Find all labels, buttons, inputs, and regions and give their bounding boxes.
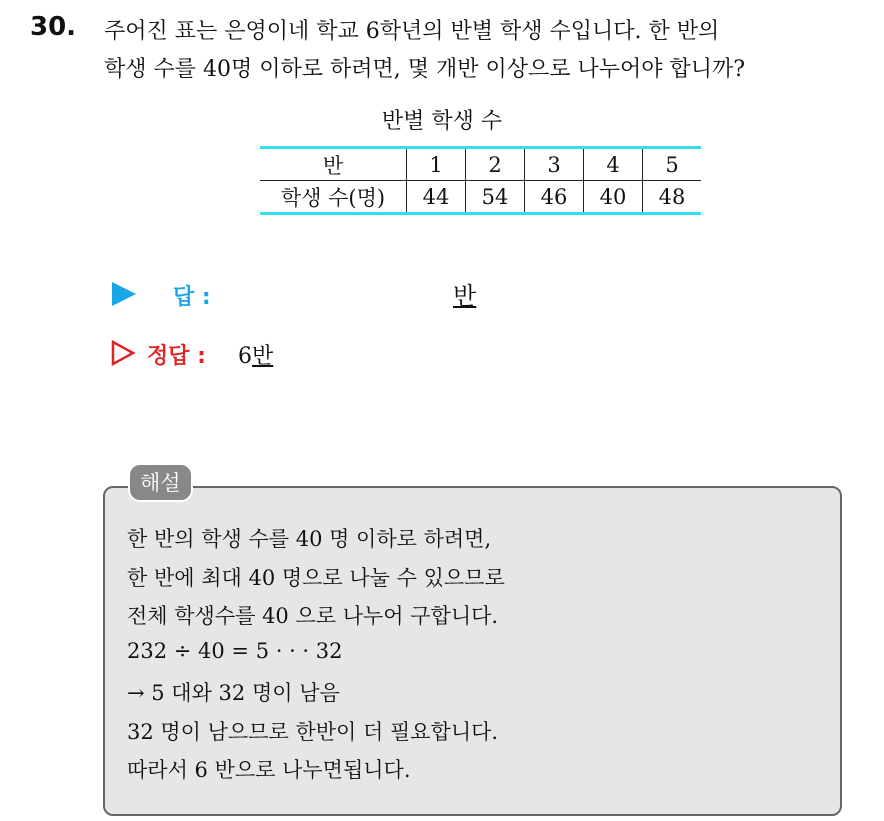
answer-label: 답 : bbox=[173, 285, 211, 310]
header-label: 반 bbox=[260, 148, 407, 181]
student-count-cell: 40 bbox=[584, 181, 643, 214]
table-data-row bbox=[260, 181, 701, 214]
student-count-cell: 54 bbox=[466, 181, 525, 214]
explanation-title: 해설 bbox=[128, 463, 193, 502]
explanation-line: 한 반의 학생 수를 40 명 이하로 하려면, bbox=[127, 527, 492, 551]
row-label: 학생 수(명) bbox=[260, 181, 407, 214]
solution-label: 정답 : bbox=[147, 344, 206, 369]
question-number: 30. bbox=[30, 12, 77, 42]
class-cell: 2 bbox=[466, 148, 525, 181]
explanation-lines bbox=[127, 523, 505, 793]
explanation-line: 32 명이 남으므로 한반이 더 필요합니다. bbox=[127, 719, 499, 744]
explanation-line: 232 ÷ 40 = 5 · · · 32 bbox=[127, 638, 343, 663]
solution-value-group bbox=[238, 339, 273, 370]
solution-value: 6 bbox=[238, 344, 252, 369]
class-student-table bbox=[260, 146, 701, 215]
question-text-line-2: 학생 수를 40명 이하로 하려면, 몇 개반 이상으로 나누어야 합니까? bbox=[104, 57, 746, 82]
class-cell: 5 bbox=[643, 148, 702, 181]
explanation-line: 따라서 6 반으로 나누면됩니다. bbox=[127, 758, 411, 782]
answer-marker-icon bbox=[112, 282, 136, 306]
answer-unit: 반 bbox=[453, 282, 477, 310]
explanation-line: 전체 학생수를 40 으로 나누어 구합니다. bbox=[127, 604, 499, 628]
class-cell: 1 bbox=[407, 148, 466, 181]
class-cell: 3 bbox=[525, 148, 584, 181]
table-header-row bbox=[260, 148, 701, 181]
table-caption: 반별 학생 수 bbox=[381, 109, 503, 134]
explanation-line: 한 반에 최대 40 명으로 나눌 수 있으므로 bbox=[127, 565, 505, 590]
class-cell: 4 bbox=[584, 148, 643, 181]
student-count-cell: 48 bbox=[643, 181, 702, 214]
student-count-cell: 44 bbox=[407, 181, 466, 214]
question-text-line-1: 주어진 표는 은영이네 학교 6학년의 반별 학생 수입니다. 한 반의 bbox=[104, 19, 720, 44]
explanation-line: → 5 대와 32 명이 남음 bbox=[127, 681, 340, 705]
solution-unit: 반 bbox=[252, 344, 274, 369]
student-count-cell: 46 bbox=[525, 181, 584, 214]
solution-marker-icon bbox=[110, 340, 136, 366]
